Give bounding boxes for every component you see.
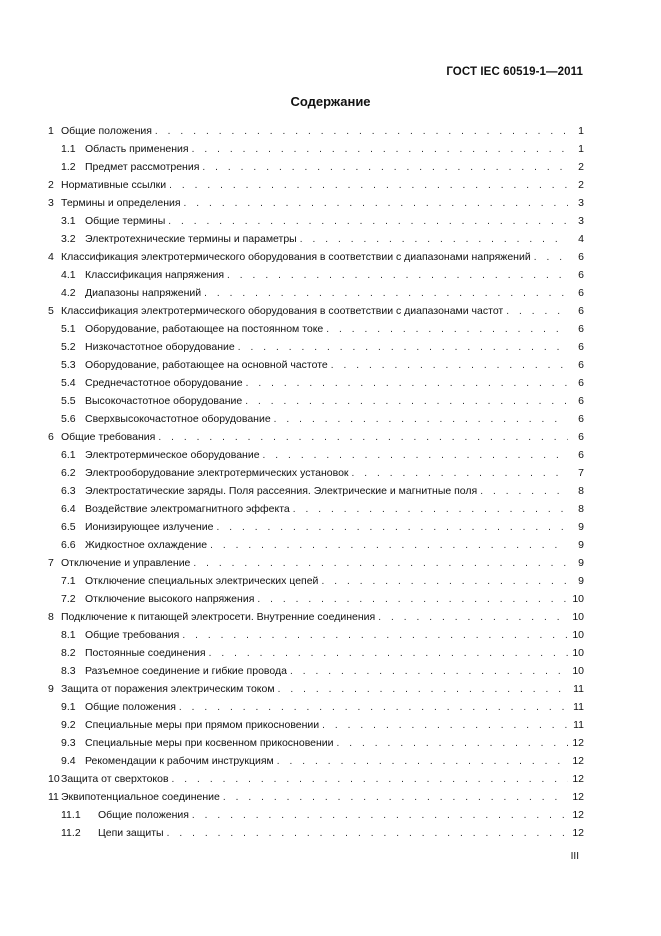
toc-entry-number: 9 [48, 683, 54, 695]
toc-entry-page: 8 [578, 503, 584, 515]
toc-dot-leader [277, 755, 568, 768]
toc-entry-label: Предмет рассмотрения [85, 161, 200, 173]
toc-entry-number: 9.3 [61, 737, 76, 749]
toc-entry-label: Общие положения [61, 125, 152, 137]
toc-dot-leader [202, 161, 568, 174]
toc-entry-number: 6.6 [61, 539, 76, 551]
toc-entry-page: 4 [578, 233, 584, 245]
toc-dot-leader [337, 737, 568, 750]
toc-entry[interactable] [48, 408, 584, 426]
toc-entry[interactable] [48, 606, 584, 624]
toc-entry-label: Электрооборудование электротермических установок [85, 467, 349, 479]
toc-entry-page: 9 [578, 557, 584, 569]
toc-dot-leader [263, 449, 568, 462]
toc-entry-label: Общие положения [85, 701, 176, 713]
toc-entry-page: 9 [578, 539, 584, 551]
toc-entry-number: 4 [48, 251, 54, 263]
toc-entry[interactable] [48, 498, 584, 516]
toc-entry[interactable] [48, 732, 584, 750]
toc-entry[interactable] [48, 678, 584, 696]
toc-entry-page: 9 [578, 575, 584, 587]
toc-entry-label: Отключение высокого напряжения [85, 593, 255, 605]
toc-entry-number: 11.2 [61, 827, 81, 839]
toc-entry-number: 5.2 [61, 341, 76, 353]
toc-entry[interactable] [48, 642, 584, 660]
toc-entry[interactable] [48, 264, 584, 282]
toc-dot-leader [216, 521, 568, 534]
toc-entry-number: 8 [48, 611, 54, 623]
toc-entry-number: 1.1 [61, 143, 76, 155]
toc-entry-number: 3.2 [61, 233, 76, 245]
toc-entry-page: 6 [578, 251, 584, 263]
toc-entry[interactable] [48, 426, 584, 444]
toc-dot-leader [227, 269, 568, 282]
toc-entry-label: Область применения [85, 143, 189, 155]
toc-dot-leader [290, 665, 568, 678]
toc-entry-label: Общие требования [61, 431, 156, 443]
toc-entry[interactable] [48, 750, 584, 768]
toc-entry-number: 5.4 [61, 377, 76, 389]
toc-entry-number: 5.1 [61, 323, 76, 335]
toc-entry-label: Ионизирующее излучение [85, 521, 214, 533]
toc-entry-number: 8.2 [61, 647, 76, 659]
toc-entry[interactable] [48, 336, 584, 354]
toc-dot-leader [378, 611, 568, 624]
toc-entry[interactable] [48, 156, 584, 174]
toc-entry-label: Электротехнические термины и параметры [85, 233, 297, 245]
toc-entry-label: Общие требования [85, 629, 180, 641]
toc-dot-leader [238, 341, 568, 354]
toc-dot-leader [326, 323, 568, 336]
toc-entry[interactable] [48, 786, 584, 804]
toc-entry-label: Отключение и управление [61, 557, 191, 569]
toc-entry-number: 6.4 [61, 503, 76, 515]
toc-entry-page: 6 [578, 449, 584, 461]
toc-entry-page: 9 [578, 521, 584, 533]
toc-entry-page: 6 [578, 395, 584, 407]
toc-entry-page: 2 [578, 179, 584, 191]
toc-entry-label: Подключение к питающей электросети. Внутренние соединения [61, 611, 376, 623]
toc-entry-page: 6 [578, 341, 584, 353]
toc-dot-leader [321, 575, 568, 588]
toc-entry-page: 3 [578, 197, 584, 209]
toc-entry-page: 12 [572, 809, 584, 821]
toc-entry[interactable] [48, 228, 584, 246]
toc-dot-leader [223, 791, 568, 804]
toc-entry-label: Классификация электротермического оборудования в соответствии с диапазонами частот [61, 305, 504, 317]
toc-entry[interactable] [48, 246, 584, 264]
toc-entry-label: Оборудование, работающее на постоянном токе [85, 323, 324, 335]
toc-entry[interactable] [48, 462, 584, 480]
toc-entry-label: Классификация электротермического оборудования в соответствии с диапазонами напряжений [61, 251, 531, 263]
toc-dot-leader [257, 593, 568, 606]
toc-entry-label: Отключение специальных электрических цепей [85, 575, 319, 587]
toc-entry-page: 6 [578, 359, 584, 371]
toc-entry-number: 9.1 [61, 701, 76, 713]
toc-entry-number: 5 [48, 305, 54, 317]
toc-entry[interactable] [48, 390, 584, 408]
toc-entry-number: 9.2 [61, 719, 76, 731]
toc-entry-page: 8 [578, 485, 584, 497]
toc-entry[interactable] [48, 354, 584, 372]
toc-entry-number: 7.1 [61, 575, 76, 587]
toc-dot-leader [278, 683, 568, 696]
toc-entry-number: 6.2 [61, 467, 76, 479]
toc-entry[interactable] [48, 444, 584, 462]
toc-entry-page: 11 [573, 719, 584, 731]
toc-dot-leader [352, 467, 568, 480]
toc-entry-number: 3 [48, 197, 54, 209]
toc-entry-label: Нормативные ссылки [61, 179, 167, 191]
toc-entry[interactable] [48, 768, 584, 786]
toc-entry-number: 4.2 [61, 287, 76, 299]
toc-entry-page: 6 [578, 413, 584, 425]
toc-entry-label: Эквипотенциальное соединение [61, 791, 220, 803]
toc-entry-number: 6 [48, 431, 54, 443]
toc-dot-leader [182, 629, 568, 642]
toc-entry-number: 6.3 [61, 485, 76, 497]
toc-entry-number: 10 [48, 773, 60, 785]
toc-entry-page: 6 [578, 287, 584, 299]
toc-dot-leader [192, 143, 568, 156]
toc-entry-number: 1.2 [61, 161, 76, 173]
toc-entry-page: 6 [578, 377, 584, 389]
toc-entry-label: Защита от поражения электрическим током [61, 683, 275, 695]
toc-entry-label: Постоянные соединения [85, 647, 206, 659]
toc-entry-number: 9.4 [61, 755, 76, 767]
toc-dot-leader [193, 557, 568, 570]
toc-entry-number: 11.1 [61, 809, 81, 821]
toc-entry-label: Термины и определения [61, 197, 181, 209]
toc-entry-label: Жидкостное охлаждение [85, 539, 208, 551]
toc-dot-leader [322, 719, 568, 732]
toc-entry-label: Разъемное соединение и гибкие провода [85, 665, 287, 677]
toc-dot-leader [293, 503, 568, 516]
page-number: III [570, 851, 579, 862]
toc-entry[interactable] [48, 534, 584, 552]
toc-entry-page: 6 [578, 323, 584, 335]
toc-entry-page: 10 [572, 611, 584, 623]
toc-entry-page: 7 [578, 467, 584, 479]
toc-entry-page: 12 [572, 791, 584, 803]
toc-entry-label: Рекомендации к рабочим инструкциям [85, 755, 274, 767]
toc-title: Содержание [290, 94, 371, 109]
toc-entry-label: Оборудование, работающее на основной частоте [85, 359, 328, 371]
toc-dot-leader [169, 179, 568, 192]
toc-entry-label: Общие положения [98, 809, 189, 821]
toc-dot-leader [480, 485, 568, 498]
table-of-contents [48, 120, 584, 840]
toc-entry-label: Высокочастотное оборудование [85, 395, 243, 407]
toc-entry-page: 3 [578, 215, 584, 227]
toc-entry-label: Классификация напряжения [85, 269, 225, 281]
toc-entry-label: Электротермическое оборудование [85, 449, 260, 461]
toc-entry[interactable] [48, 174, 584, 192]
toc-entry-label: Специальные меры при косвенном прикосновении [85, 737, 334, 749]
toc-entry-page: 10 [572, 593, 584, 605]
toc-entry-page: 12 [572, 827, 584, 839]
toc-dot-leader [184, 197, 568, 210]
toc-entry-label: Защита от сверхтоков [61, 773, 169, 785]
toc-entry[interactable] [48, 300, 584, 318]
toc-dot-leader [534, 251, 568, 264]
toc-entry-page: 12 [572, 737, 584, 749]
toc-entry-label: Воздействие электромагнитного эффекта [85, 503, 290, 515]
toc-dot-leader [246, 377, 568, 390]
toc-dot-leader [167, 827, 568, 840]
toc-entry-label: Среднечастотное оборудование [85, 377, 243, 389]
toc-entry[interactable] [48, 120, 584, 138]
toc-entry-page: 12 [572, 773, 584, 785]
toc-entry-page: 10 [572, 629, 584, 641]
toc-entry[interactable] [48, 318, 584, 336]
toc-entry-page: 6 [578, 305, 584, 317]
toc-entry-label: Специальные меры при прямом прикосновении [85, 719, 320, 731]
toc-entry[interactable] [48, 516, 584, 534]
toc-entry[interactable] [48, 696, 584, 714]
toc-entry[interactable] [48, 714, 584, 732]
toc-entry-page: 11 [573, 701, 584, 713]
toc-entry[interactable] [48, 804, 584, 822]
toc-entry-number: 7 [48, 557, 54, 569]
toc-dot-leader [300, 233, 568, 246]
toc-entry-number: 5.5 [61, 395, 76, 407]
toc-entry[interactable] [48, 372, 584, 390]
toc-entry[interactable] [48, 588, 584, 606]
toc-dot-leader [179, 701, 568, 714]
toc-entry[interactable] [48, 624, 584, 642]
toc-dot-leader [209, 647, 568, 660]
toc-entry[interactable] [48, 480, 584, 498]
toc-entry-label: Электростатические заряды. Поля рассеяния. Электрические и магнитные поля [85, 485, 478, 497]
toc-entry[interactable] [48, 660, 584, 678]
toc-entry-page: 10 [572, 647, 584, 659]
toc-dot-leader [506, 305, 568, 318]
toc-entry-number: 8.1 [61, 629, 76, 641]
toc-dot-leader [192, 809, 568, 822]
toc-entry[interactable] [48, 210, 584, 228]
toc-entry-page: 12 [572, 755, 584, 767]
document-code: ГОСТ IEC 60519-1—2011 [446, 66, 583, 78]
toc-entry-label: Низкочастотное оборудование [85, 341, 235, 353]
toc-entry-label: Общие термины [85, 215, 166, 227]
toc-dot-leader [204, 287, 568, 300]
toc-dot-leader [158, 431, 568, 444]
toc-entry-number: 5.6 [61, 413, 76, 425]
toc-entry-page: 6 [578, 431, 584, 443]
toc-entry-number: 6.1 [61, 449, 76, 461]
toc-entry-page: 6 [578, 269, 584, 281]
toc-dot-leader [155, 125, 568, 138]
toc-entry-label: Цепи защиты [98, 827, 164, 839]
toc-entry-number: 2 [48, 179, 54, 191]
toc-dot-leader [331, 359, 568, 372]
toc-entry-page: 2 [578, 161, 584, 173]
toc-entry[interactable] [48, 282, 584, 300]
toc-entry[interactable] [48, 552, 584, 570]
toc-entry-number: 5.3 [61, 359, 76, 371]
toc-entry-number: 11 [48, 791, 59, 803]
toc-entry[interactable] [48, 570, 584, 588]
toc-entry-page: 1 [578, 125, 584, 137]
toc-entry-number: 1 [48, 125, 54, 137]
toc-dot-leader [172, 773, 568, 786]
toc-entry-label: Сверхвысокочастотное оборудование [85, 413, 271, 425]
toc-entry-page: 1 [578, 143, 584, 155]
toc-entry-number: 7.2 [61, 593, 76, 605]
toc-dot-leader [245, 395, 568, 408]
toc-entry[interactable] [48, 822, 584, 840]
toc-entry[interactable] [48, 138, 584, 156]
toc-entry-label: Диапазоны напряжений [85, 287, 202, 299]
toc-entry-number: 3.1 [61, 215, 76, 227]
toc-dot-leader [274, 413, 568, 426]
toc-entry[interactable] [48, 192, 584, 210]
toc-entry-number: 8.3 [61, 665, 76, 677]
toc-dot-leader [210, 539, 568, 552]
toc-dot-leader [168, 215, 568, 228]
toc-entry-number: 4.1 [61, 269, 76, 281]
toc-entry-number: 6.5 [61, 521, 76, 533]
toc-entry-page: 11 [573, 683, 584, 695]
toc-entry-page: 10 [572, 665, 584, 677]
